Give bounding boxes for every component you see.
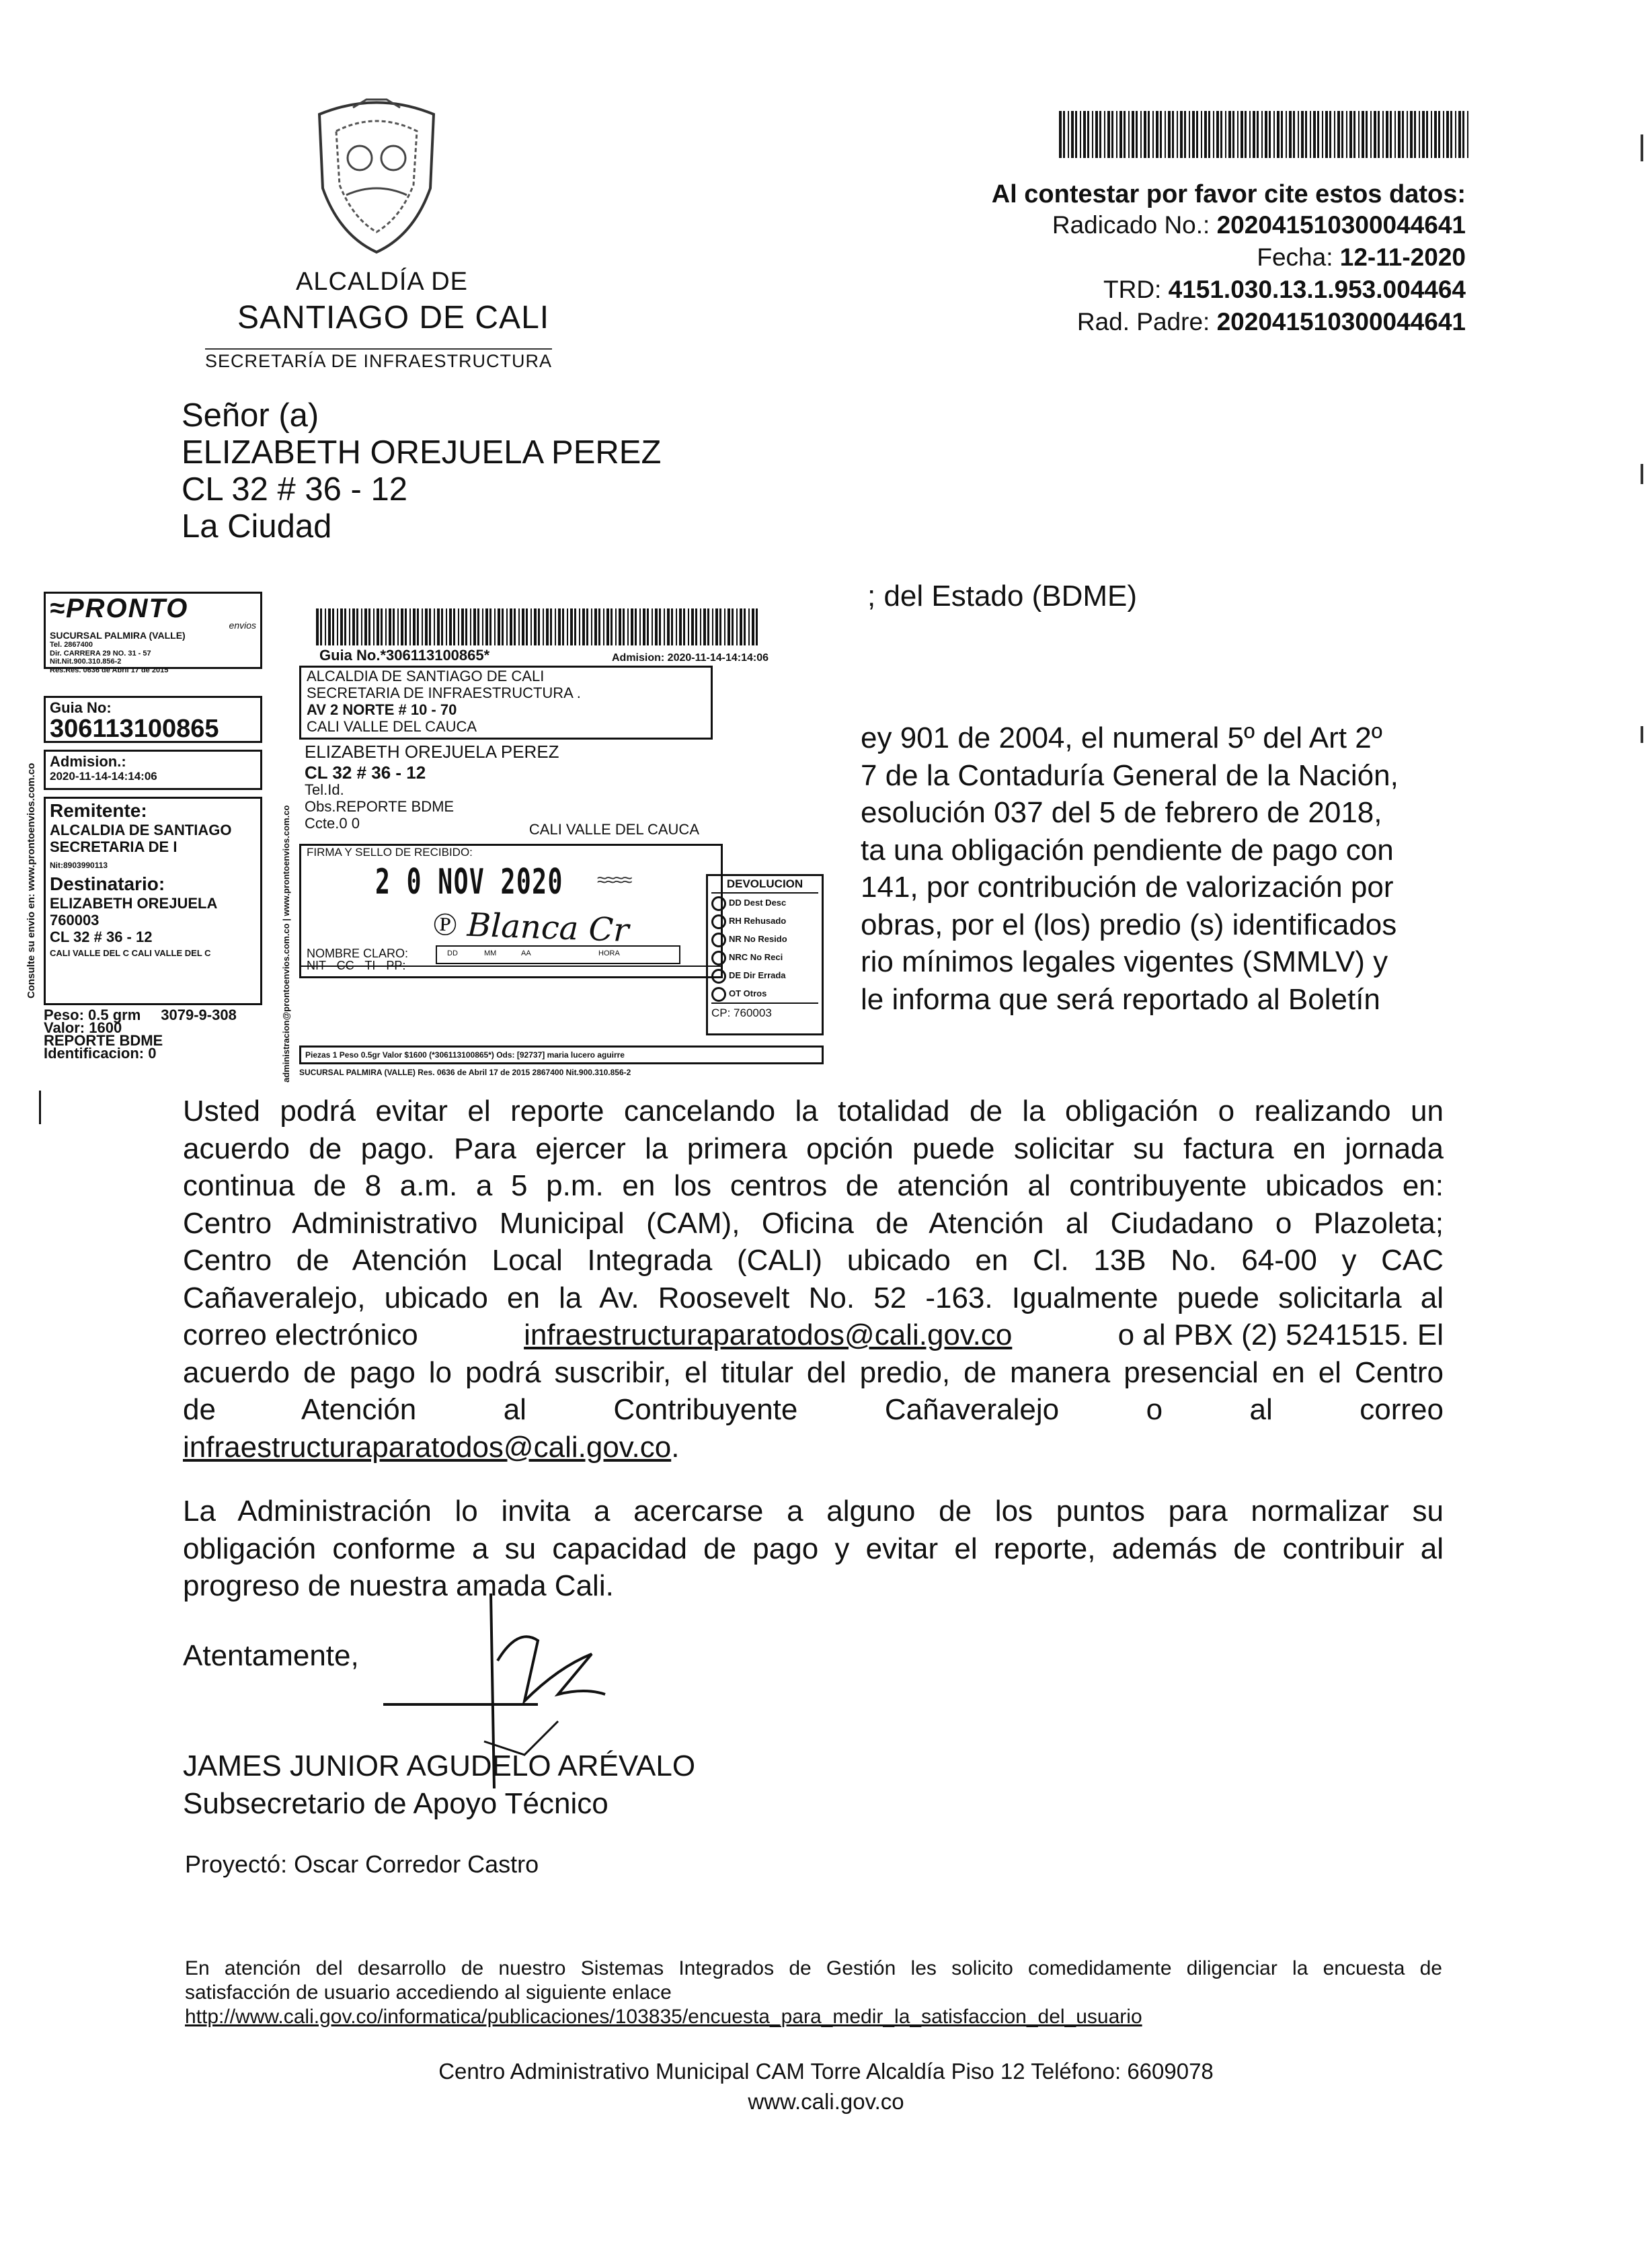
aa-label: AA: [521, 949, 531, 957]
footer-website: www.cali.gov.co: [748, 2089, 904, 2114]
subject-fragment: ; del Estado (BDME): [867, 580, 1138, 613]
courier-stub: [26, 582, 262, 1079]
handwritten-signature: ℗ Blanca Cr: [432, 904, 630, 950]
admision-box: [44, 750, 262, 790]
stub-corner-mark: [39, 1091, 41, 1124]
slip-to-l4: Obs.REPORTE BDME: [305, 798, 455, 815]
p2-email-line: [183, 1316, 1444, 1354]
piezas-box: [299, 1046, 824, 1064]
option-circle-icon: [711, 933, 726, 947]
reporte: REPORTE BDME: [44, 1032, 163, 1049]
nit-label: NIT - CC - TI - PP:: [307, 959, 406, 972]
stamp-date: 2 0 NOV 2020: [375, 862, 563, 902]
radicado-label: Radicado No.:: [1052, 211, 1210, 239]
option-label: RH Rehusado: [729, 916, 787, 926]
p1-line: ey 901 de 2004, el numeral 5º del Art 2º: [861, 721, 1382, 754]
slip-from-l4: CALI VALLE DEL CAUCA: [307, 718, 477, 735]
remitente-nit: Nit:8903990113: [50, 860, 108, 870]
valor: Valor: 1600: [44, 1019, 122, 1036]
p3-line: La Administración lo invita a acercarse a alguno de los puntos para normalizar su: [183, 1495, 1444, 1528]
p2-email-link[interactable]: infraestructuraparatodos@cali.gov.co: [524, 1318, 1013, 1351]
firma-label: FIRMA Y SELLO DE RECIBIDO:: [307, 846, 473, 859]
option-circle-icon: [711, 896, 726, 911]
radicado-line: [1052, 211, 1466, 239]
courier-nit: Nit.Nit.900.310.856-2: [50, 658, 122, 666]
p2-line: Cañaveralejo, ubicado en la Av. Roosevelt No. 52 -163. Igualmente puede solicitarla al: [183, 1281, 1444, 1314]
p2-line: Usted podrá evitar el reporte cancelando la totalidad de la obligación o realizando un: [183, 1095, 1444, 1128]
signatory-title: Subsecretario de Apoyo Técnico: [183, 1787, 608, 1820]
option-label: DD Dest Desc: [729, 898, 787, 908]
p1-line: obras, por el (los) predio (s) identificados: [861, 908, 1397, 941]
cite-label: Al contestar por favor cite estos datos:: [991, 180, 1466, 208]
slip-from-box: [299, 666, 713, 740]
piezas-text: Piezas 1 Peso 0.5gr Valor $1600 (*306113100865*) Ods: [92737] maria lucero aguirre: [305, 1050, 625, 1060]
fecha-value: 12-11-2020: [1339, 243, 1466, 271]
p1-line: ta una obligación pendiente de pago con: [861, 833, 1394, 867]
slip-from-l3: AV 2 NORTE # 10 - 70: [307, 701, 457, 718]
footer-address: Centro Administrativo Municipal CAM Torre Alcaldía Piso 12 Teléfono: 6609078: [438, 2059, 1214, 2084]
admision-value: 2020-11-14-14:14:06: [50, 770, 157, 783]
p2-line: continua de 8 a.m. a 5 p.m. en los centros de atención al contribuyente ubicados en:: [183, 1169, 1444, 1202]
recipient-address: CL 32 # 36 - 12: [182, 471, 407, 508]
slip-to-city: CALI VALLE DEL CAUCA: [528, 821, 699, 838]
remitente-box: [44, 797, 262, 1005]
dest-l2: 760003: [50, 912, 100, 929]
salutation: Señor (a): [182, 397, 319, 434]
option-circle-icon: [711, 969, 726, 984]
remitente-l1: ALCALDIA DE SANTIAGO: [50, 822, 232, 839]
devolucion-option: [711, 984, 818, 1002]
slip-from-l1: ALCALDIA DE SANTIAGO DE CALI: [307, 668, 545, 684]
dest-l4: CALI VALLE DEL C CALI VALLE DEL C: [50, 947, 211, 958]
trd-label: TRD:: [1103, 276, 1162, 303]
slip-to-box: [299, 744, 713, 841]
guia-box: [44, 696, 262, 743]
slip-guia: Guia No.*306113100865*: [319, 647, 490, 664]
department-name: SECRETARÍA DE INFRAESTRUCTURA: [205, 348, 552, 372]
guia-value: 306113100865: [50, 715, 219, 744]
trd-value: 4151.030.13.1.953.004464: [1168, 276, 1466, 303]
dest-l1: ELIZABETH OREJUELA: [50, 894, 218, 912]
p2-email-pre: correo electrónico: [183, 1318, 418, 1351]
rad-padre-value: 202041510300044641: [1216, 308, 1466, 336]
survey-line1: En atención del desarrollo de nuestro Sistemas Integrados de Gestión les solicito comedidamente diligenciar la encuesta de: [185, 1957, 1442, 1979]
p1-line: 7 de la Contaduría General de la Nación,: [861, 758, 1399, 792]
devolucion-label: DEVOLUCION: [711, 876, 818, 894]
slip-barcode: [316, 608, 760, 645]
p2-line: acuerdo de pago lo podrá suscribir, el titular del predio, de manera presencial en el Centro: [183, 1355, 1444, 1389]
slip-from-l2: SECRETARIA DE INFRAESTRUCTURA .: [307, 684, 581, 701]
survey-link[interactable]: http://www.cali.gov.co/informatica/publicaciones/103835/encuesta_para_medir_la_satisfaccion_del_usuario: [185, 2006, 1142, 2028]
devolucion-option: [711, 912, 818, 930]
slip-admision: Admision: 2020-11-14-14:14:06: [612, 652, 769, 664]
slip-side-text: administracion@prontoenvios.com.co | www.prontoenvios.com.co: [281, 805, 291, 1082]
date-hora-row: [436, 945, 680, 964]
cp-value: CP: 760003: [711, 1002, 818, 1022]
p1-fragments: [861, 719, 1466, 1018]
admision-label: Admision.:: [50, 753, 126, 770]
trd-line: [1103, 276, 1466, 304]
p1-line: 141, por contribución de valorización por: [861, 871, 1394, 904]
fecha-line: [1257, 243, 1466, 272]
scan-edge-mark: [1641, 464, 1643, 484]
p3-line: obligación conforme a su capacidad de pago y evitar el reporte, además de contribuir al: [183, 1532, 1444, 1565]
courier-logo-box: [44, 592, 262, 675]
rad-padre-label: Rad. Padre:: [1076, 308, 1210, 336]
courier-tel: Tel. 2867400: [50, 641, 93, 649]
projected-by: Proyectó: Oscar Corredor Castro: [185, 1850, 539, 1878]
nombre-label: NOMBRE CLARO:: [307, 947, 409, 960]
p2-last-email-link[interactable]: infraestructuraparatodos@cali.gov.co: [183, 1430, 672, 1464]
courier-slip: [281, 585, 803, 1082]
courier-dir: Dir. CARRERA 29 NO. 31 - 57: [50, 649, 151, 658]
peso-block: [44, 1009, 286, 1060]
remitente-label: Remitente:: [50, 800, 147, 821]
hora-label: HORA: [598, 949, 620, 957]
devolucion-option: [711, 948, 818, 966]
mm-label: MM: [484, 949, 497, 957]
sign-line-row: [301, 965, 723, 980]
destinatario-label: Destinatario:: [50, 873, 165, 894]
slip-to-l1: ELIZABETH OREJUELA PEREZ: [305, 742, 559, 762]
p2-line: Centro de Atención Local Integrada (CALI) ubicado en Cl. 13B No. 64-00 y CAC: [183, 1244, 1444, 1277]
peso: Peso: 0.5 grm: [44, 1007, 141, 1023]
option-label: OT Otros: [729, 988, 767, 998]
recipient-name: ELIZABETH OREJUELA PEREZ: [182, 434, 662, 471]
courier-logo: ≈PRONTO: [50, 594, 189, 623]
option-circle-icon: [711, 914, 726, 929]
remitente-l2: SECRETARIA DE I: [50, 838, 178, 856]
p1-line: esolución 037 del 5 de febrero de 2018,: [861, 796, 1382, 829]
option-label: NRC No Reci: [729, 952, 783, 962]
option-circle-icon: [711, 987, 726, 1002]
option-label: NR No Resido: [729, 934, 787, 944]
p2-line: Centro Administrativo Municipal (CAM), Oficina de Atención al Ciudadano o Plazoleta;: [183, 1206, 1444, 1240]
devolucion-option: [711, 894, 818, 912]
radicado-barcode: [1059, 111, 1469, 158]
p2-last-line: infraestructuraparatodos@cali.gov.co.: [183, 1430, 680, 1464]
slip-to-l5: Ccte.0 0: [305, 815, 360, 832]
dd-label: DD: [447, 949, 458, 957]
paragraph-2: [183, 1093, 1444, 1466]
survey-line2: satisfacción de usuario accediendo al siguiente enlace: [185, 1981, 672, 2004]
radicado-value: 202041510300044641: [1216, 211, 1466, 239]
slip-firma-box: [299, 844, 723, 978]
devolucion-option: [711, 930, 818, 948]
p2-line: acuerdo de pago. Para ejercer la primera opción puede solicitar su factura en jornada: [183, 1132, 1444, 1165]
courier-branch: SUCURSAL PALMIRA (VALLE): [50, 630, 186, 641]
entity-line2: SANTIAGO DE CALI: [237, 300, 550, 336]
scan-edge-mark: [1641, 726, 1643, 743]
devolucion-option: [711, 966, 818, 984]
p3-line: progreso de nuestra amada Cali.: [183, 1569, 614, 1602]
slip-to-l3: Tel.Id.: [305, 781, 344, 798]
p2-line: de Atención al Contribuyente Cañaveralejo o al correo: [183, 1393, 1444, 1426]
option-label: DE Dir Errada: [729, 970, 786, 980]
devolucion-box: [706, 874, 824, 1035]
courier-res: Res.Res. 0636 de Abril 17 de 2015: [50, 666, 169, 675]
slip-bottom-branch: SUCURSAL PALMIRA (VALLE) Res. 0636 de Abril 17 de 2015 2867400 Nit.900.310.856-2: [299, 1068, 631, 1077]
scan-edge-mark: [1641, 134, 1643, 161]
entity-line1: ALCALDÍA DE: [296, 268, 468, 296]
fecha-label: Fecha:: [1257, 243, 1333, 271]
identificacion: Identificacion: 0: [44, 1045, 157, 1062]
option-circle-icon: [711, 951, 726, 965]
p2-email-post: o al PBX (2) 5241515. El: [1117, 1318, 1444, 1351]
stub-code: 3079-9-308: [161, 1007, 237, 1023]
recipient-city: La Ciudad: [182, 508, 332, 545]
guia-label: Guia No:: [50, 699, 112, 716]
p1-line: le informa que será reportado al Boletín: [861, 982, 1380, 1016]
signatory-name: JAMES JUNIOR AGUDELO ARÉVALO: [183, 1749, 696, 1782]
slip-to-l2: CL 32 # 36 - 12: [305, 762, 426, 783]
closing: Atentamente,: [183, 1639, 359, 1672]
stamp-scribble: ≈≈≈≈: [597, 869, 631, 890]
p1-line: rio mínimos legales vigentes (SMMLV) y: [861, 945, 1388, 978]
courier-logo-sub: envios: [229, 620, 256, 631]
dest-l3: CL 32 # 36 - 12: [50, 929, 153, 946]
rad-padre-line: [1077, 308, 1466, 336]
coat-of-arms: [306, 94, 447, 255]
stub-side-text: Consulte su envio en: www.prontoenvios.com.co: [26, 762, 37, 998]
survey-notice: [185, 1957, 1442, 2029]
